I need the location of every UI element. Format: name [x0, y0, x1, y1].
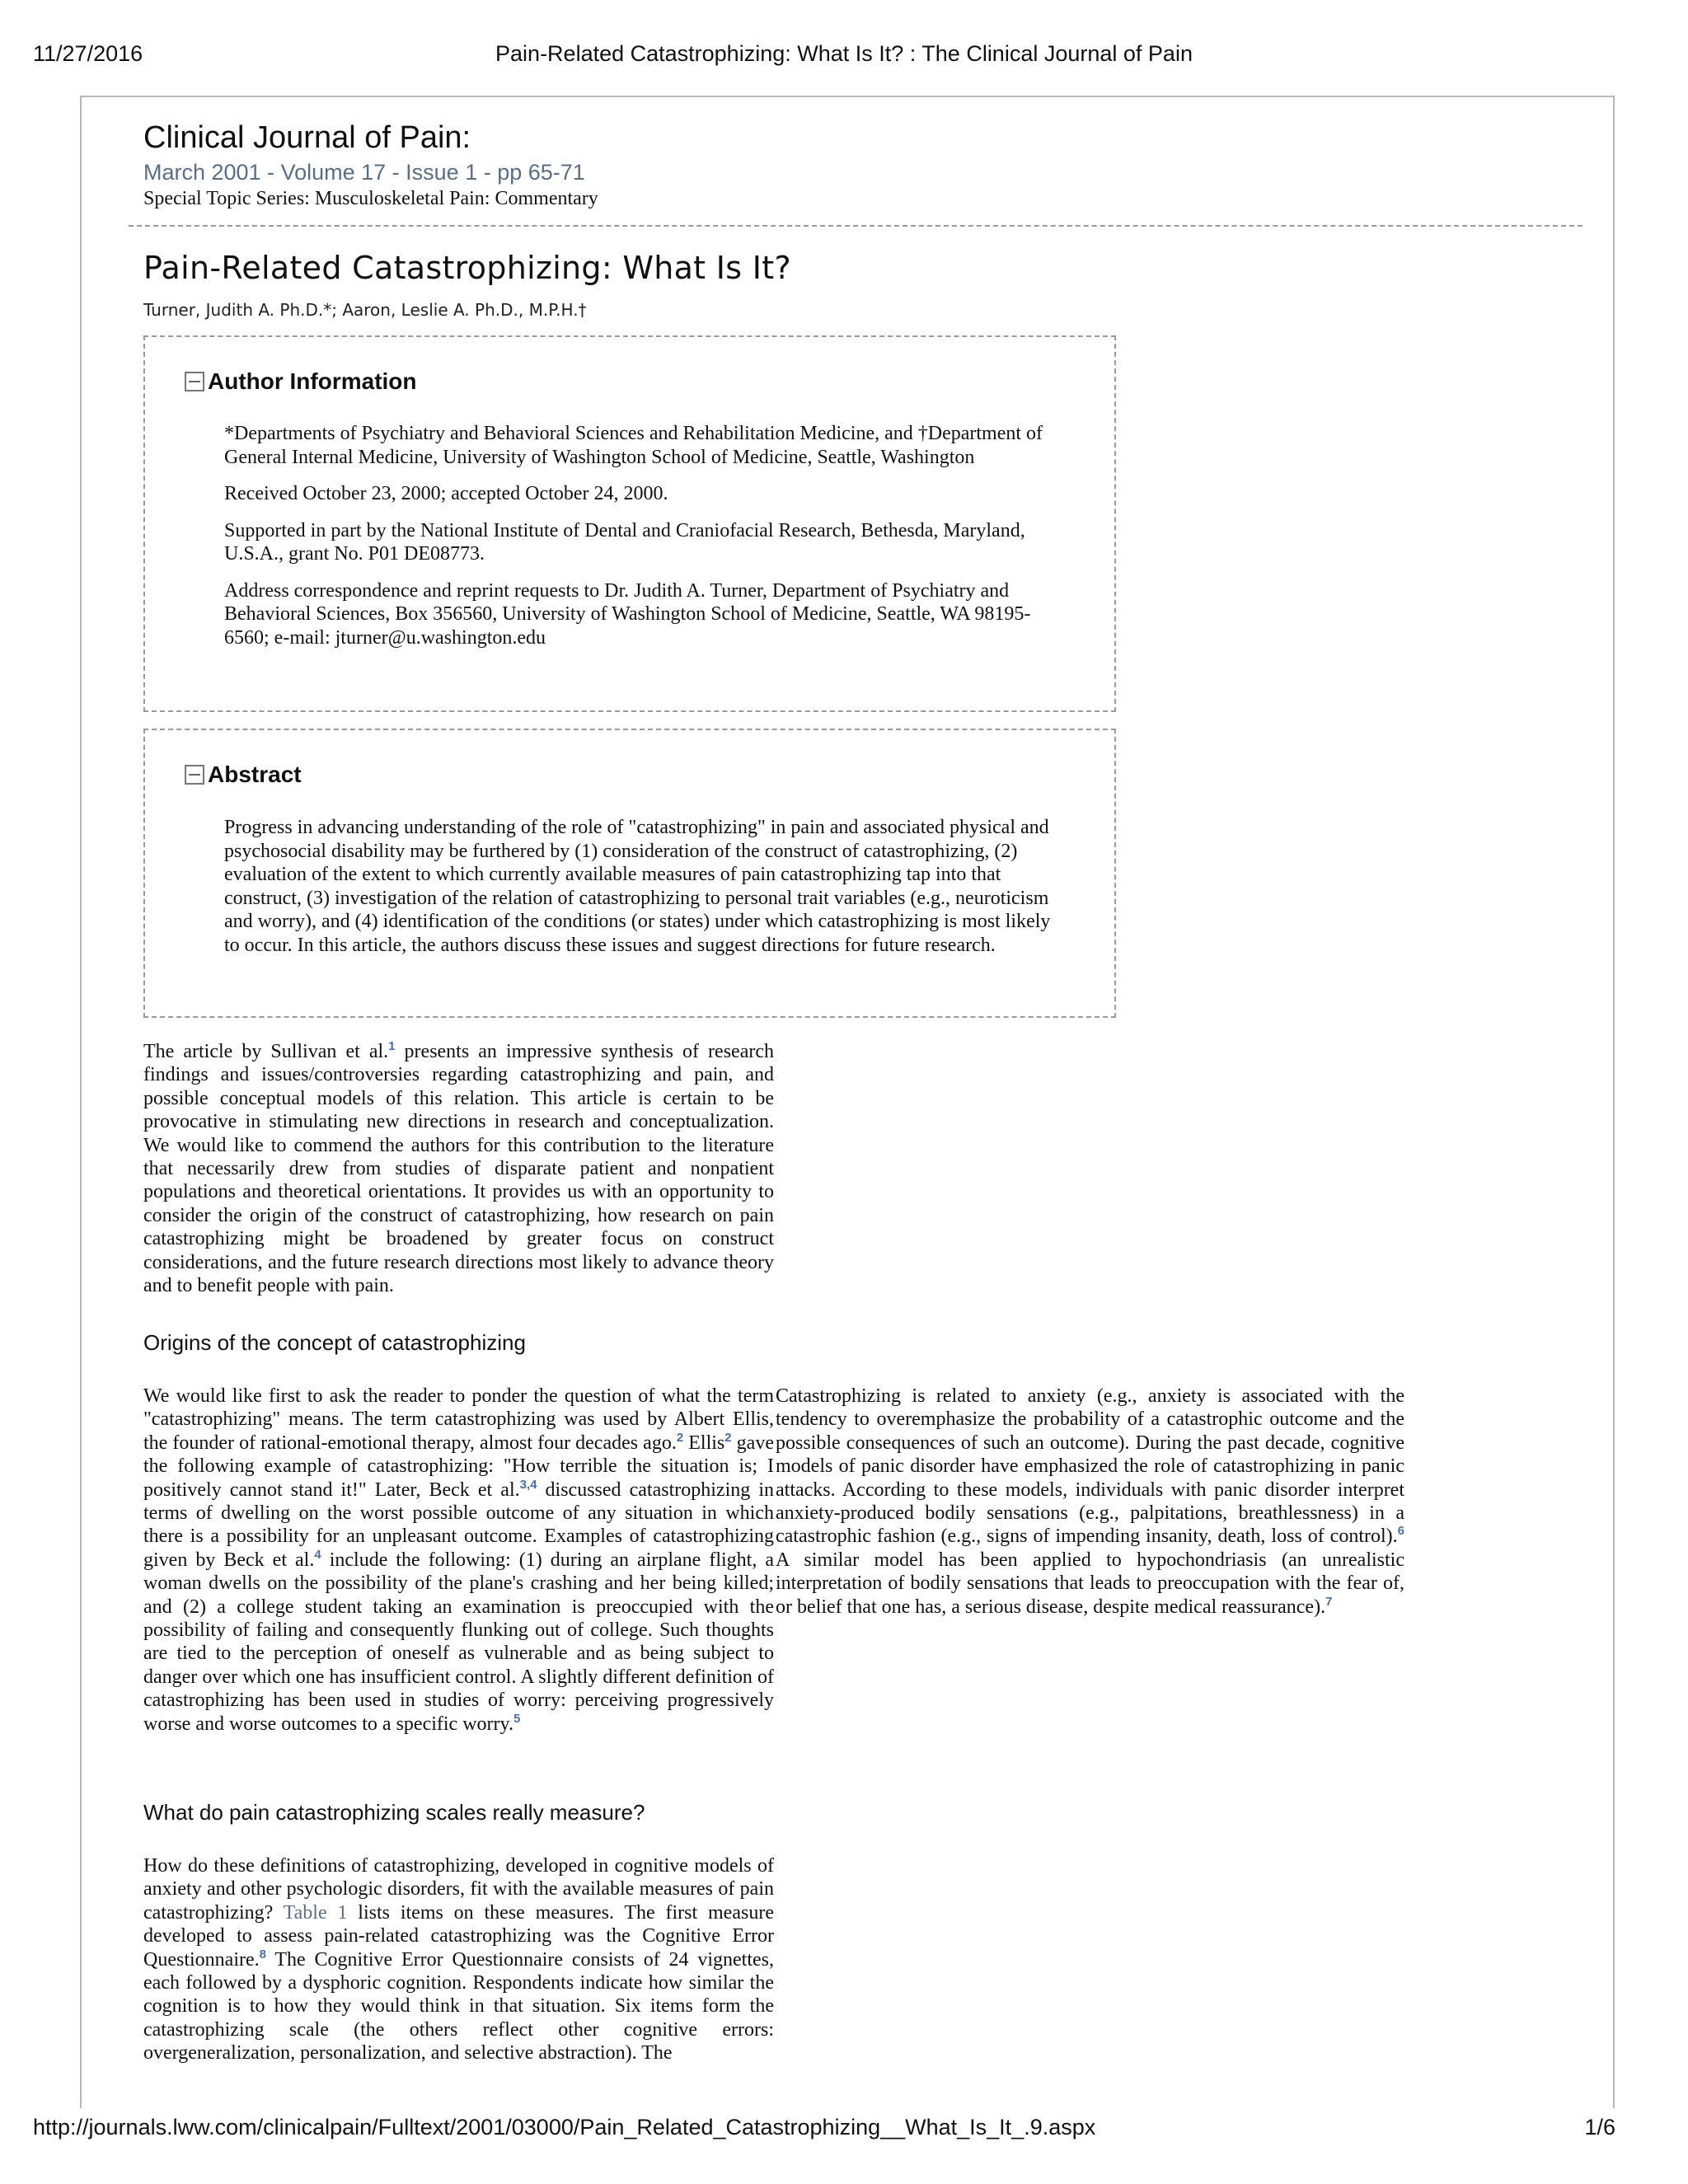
article-authors: Turner, Judith A. Ph.D.*; Aaron, Leslie A. Ph.D., M.P.H.† [143, 300, 587, 320]
origins-text: gave the following example of catastrophizing: "How terrible the situation is; I positively cannot stand it!" Later, Beck et al. [143, 1432, 774, 1501]
author-info-body [224, 422, 1057, 663]
affiliations: *Departments of Psychiatry and Behavioral Sciences and Rehabilitation Medicine, and †Department of General Internal Medicine, University of Washington School of Medicine, Seattle, Washington [224, 423, 1043, 468]
journal-title[interactable]: Clinical Journal of Pain: [143, 120, 471, 155]
origins-right-column [776, 1385, 1404, 1619]
abstract-body [224, 816, 1057, 970]
ref-link[interactable]: 4 [314, 1547, 321, 1562]
section-heading-scales: What do pain catastrophizing scales really measure? [143, 1800, 645, 1825]
funding: Supported in part by the National Institute of Dental and Craniofacial Research, Bethesda, Maryland, U.S.A., grant No. P01 DE08773. [224, 519, 1025, 565]
scales-text: How do these definitions of catastrophizing, developed in cognitive models of anxiety and other psychologic disorders, fit with the available measures of pain catastrophizing? [143, 1855, 774, 1924]
section-heading-origins: Origins of the concept of catastrophizing [143, 1330, 526, 1355]
print-date: 11/27/2016 [33, 41, 143, 66]
scales-paragraph [143, 1854, 774, 2065]
correspondence: Address correspondence and reprint requests to Dr. Judith A. Turner, Department of Psychiatry and Behavioral Sciences, Box 356560, University of Washington School of Medicine, Seattle, WA 98195-6560; e-mail: jturner@u.washington.edu [224, 579, 1031, 649]
origins-left-column [143, 1385, 774, 1736]
table-1-link[interactable]: Table 1 [283, 1901, 348, 1924]
abstract-box [143, 729, 1116, 1018]
print-page-title: Pain-Related Catastrophizing: What Is It? : The Clinical Journal of Pain [495, 41, 1193, 66]
abstract-heading: Abstract [208, 762, 302, 787]
abstract-text: Progress in advancing understanding of the role of "catastrophizing" in pain and associated physical and psychosocial disability may be furthered by (1) consideration of the construct of catastrophizing, (2) evaluation of the extent to which currently available measures of pain catastrophizing tap into that construct, (3) investigation of the relation of catastrophizing to personal trait variables (e.g., neuroticism and worry), and (4) identification of the conditions (or states) under which catastrophizing is most likely to occur. In this article, the authors discuss these issues and suggest directions for future research. [224, 817, 1051, 956]
intro-paragraph [143, 1040, 774, 1297]
article-title: Pain-Related Catastrophizing: What Is It? [143, 250, 791, 286]
ref-link[interactable]: 3,4 [519, 1477, 537, 1492]
origins-text: Catastrophizing is related to anxiety (e.g., anxiety is associated with the tendency to overemphasize the probability of a catastrophic outcome and the possible consequences of such an outcome). During the past decade, cognitive models of panic disorder have emphasized the role of catastrophizing in panic attacks. According to these models, individuals with panic disorder interpret anxiety-produced bodily sensations (e.g., palpitations, breathlessness) in a catastrophic fashion (e.g., signs of impending insanity, death, loss of control). [776, 1385, 1404, 1548]
ref-link[interactable]: 8 [259, 1947, 266, 1961]
ref-link[interactable]: 6 [1397, 1524, 1404, 1539]
print-url: http://journals.lww.com/clinicalpain/Fulltext/2001/03000/Pain_Related_Catastrophizing__What_Is_It_.9.aspx [33, 2115, 1096, 2139]
received-date: Received October 23, 2000; accepted October 24, 2000. [224, 483, 668, 504]
origins-text: include the following: (1) during an airplane flight, a woman dwells on the possibility of the plane's crashing and her being killed; and (2) a college student taking an examination is preoccupied with the possibility of failing and consequently flunking out of college. Such thoughts are tied to the perception of oneself as vulnerable and as being subject to danger over which one has insufficient control. A slightly different definition of catastrophizing has been used in studies of worry: perceiving progressively worse and worse outcomes to a specific worry. [143, 1549, 775, 1735]
journal-issue-link[interactable]: March 2001 - Volume 17 - Issue 1 - pp 65-71 [143, 160, 585, 185]
ref-link[interactable]: 7 [1325, 1594, 1333, 1609]
scales-text: The Cognitive Error Questionnaire consists of 24 vignettes, each followed by a dysphoric cognition. Respondents indicate how similar the cognition is to how they would think in that situation. Six items form the catastrophizing scale (the others reflect other cognitive errors: overgeneralization, personalization, and selective abstraction). The [143, 1948, 774, 2064]
intro-text: The article by Sullivan et al. [143, 1041, 389, 1062]
ref-link[interactable]: 1 [388, 1039, 396, 1053]
ref-link[interactable]: 2 [724, 1430, 732, 1445]
intro-text: presents an impressive synthesis of research findings and issues/controversies regarding catastrophizing and pain, and possible conceptual models of this relation. This article is certain to be provocative in stimulating new directions in research and conceptualization. We would like to commend the authors for this contribution to the literature that necessarily drew from studies of disparate patient and nonpatient populations and theoretical orientations. It provides us with an opportunity to consider the origin of the construct of catastrophizing, how research on pain catastrophizing might be broadened by greater focus on construct considerations, and the future research directions most likely to advance theory and to benefit people with pain. [143, 1041, 774, 1297]
author-info-box [143, 335, 1116, 712]
ref-link[interactable]: 5 [513, 1711, 521, 1726]
ref-link[interactable]: 2 [676, 1430, 684, 1445]
origins-text: A similar model has been applied to hypochondriasis (an unrealistic interpretation of bodily sensations that leads to preoccupation with the fear of, or belief that one has, a serious disease, despite medical reassurance). [776, 1549, 1404, 1618]
header-divider [129, 225, 1582, 227]
collapse-icon[interactable] [185, 372, 204, 391]
author-info-header[interactable] [185, 368, 417, 395]
journal-series: Special Topic Series: Musculoskeletal Pain: Commentary [143, 188, 598, 209]
author-info-heading: Author Information [208, 368, 417, 394]
print-page-number: 1/6 [1584, 2115, 1615, 2139]
origins-text: discussed catastrophizing in terms of dwelling on the worst possible outcome of any situation in which there is a possibility for an unpleasant outcome. Examples of catastrophizing given by Beck et al. [143, 1479, 774, 1571]
abstract-header[interactable] [185, 762, 302, 788]
origins-text: We would like first to ask the reader to ponder the question of what the term "catastrophizing" means. The term catastrophizing was used by Albert Ellis, the founder of rational-emotional therapy, almost four decades ago. [143, 1385, 774, 1454]
scales-text: lists items on these measures. The first measure developed to assess pain-related catastrophizing was the Cognitive Error Questionnaire. [143, 1901, 774, 1971]
collapse-icon[interactable] [185, 765, 204, 785]
origins-text: Ellis [683, 1432, 725, 1454]
